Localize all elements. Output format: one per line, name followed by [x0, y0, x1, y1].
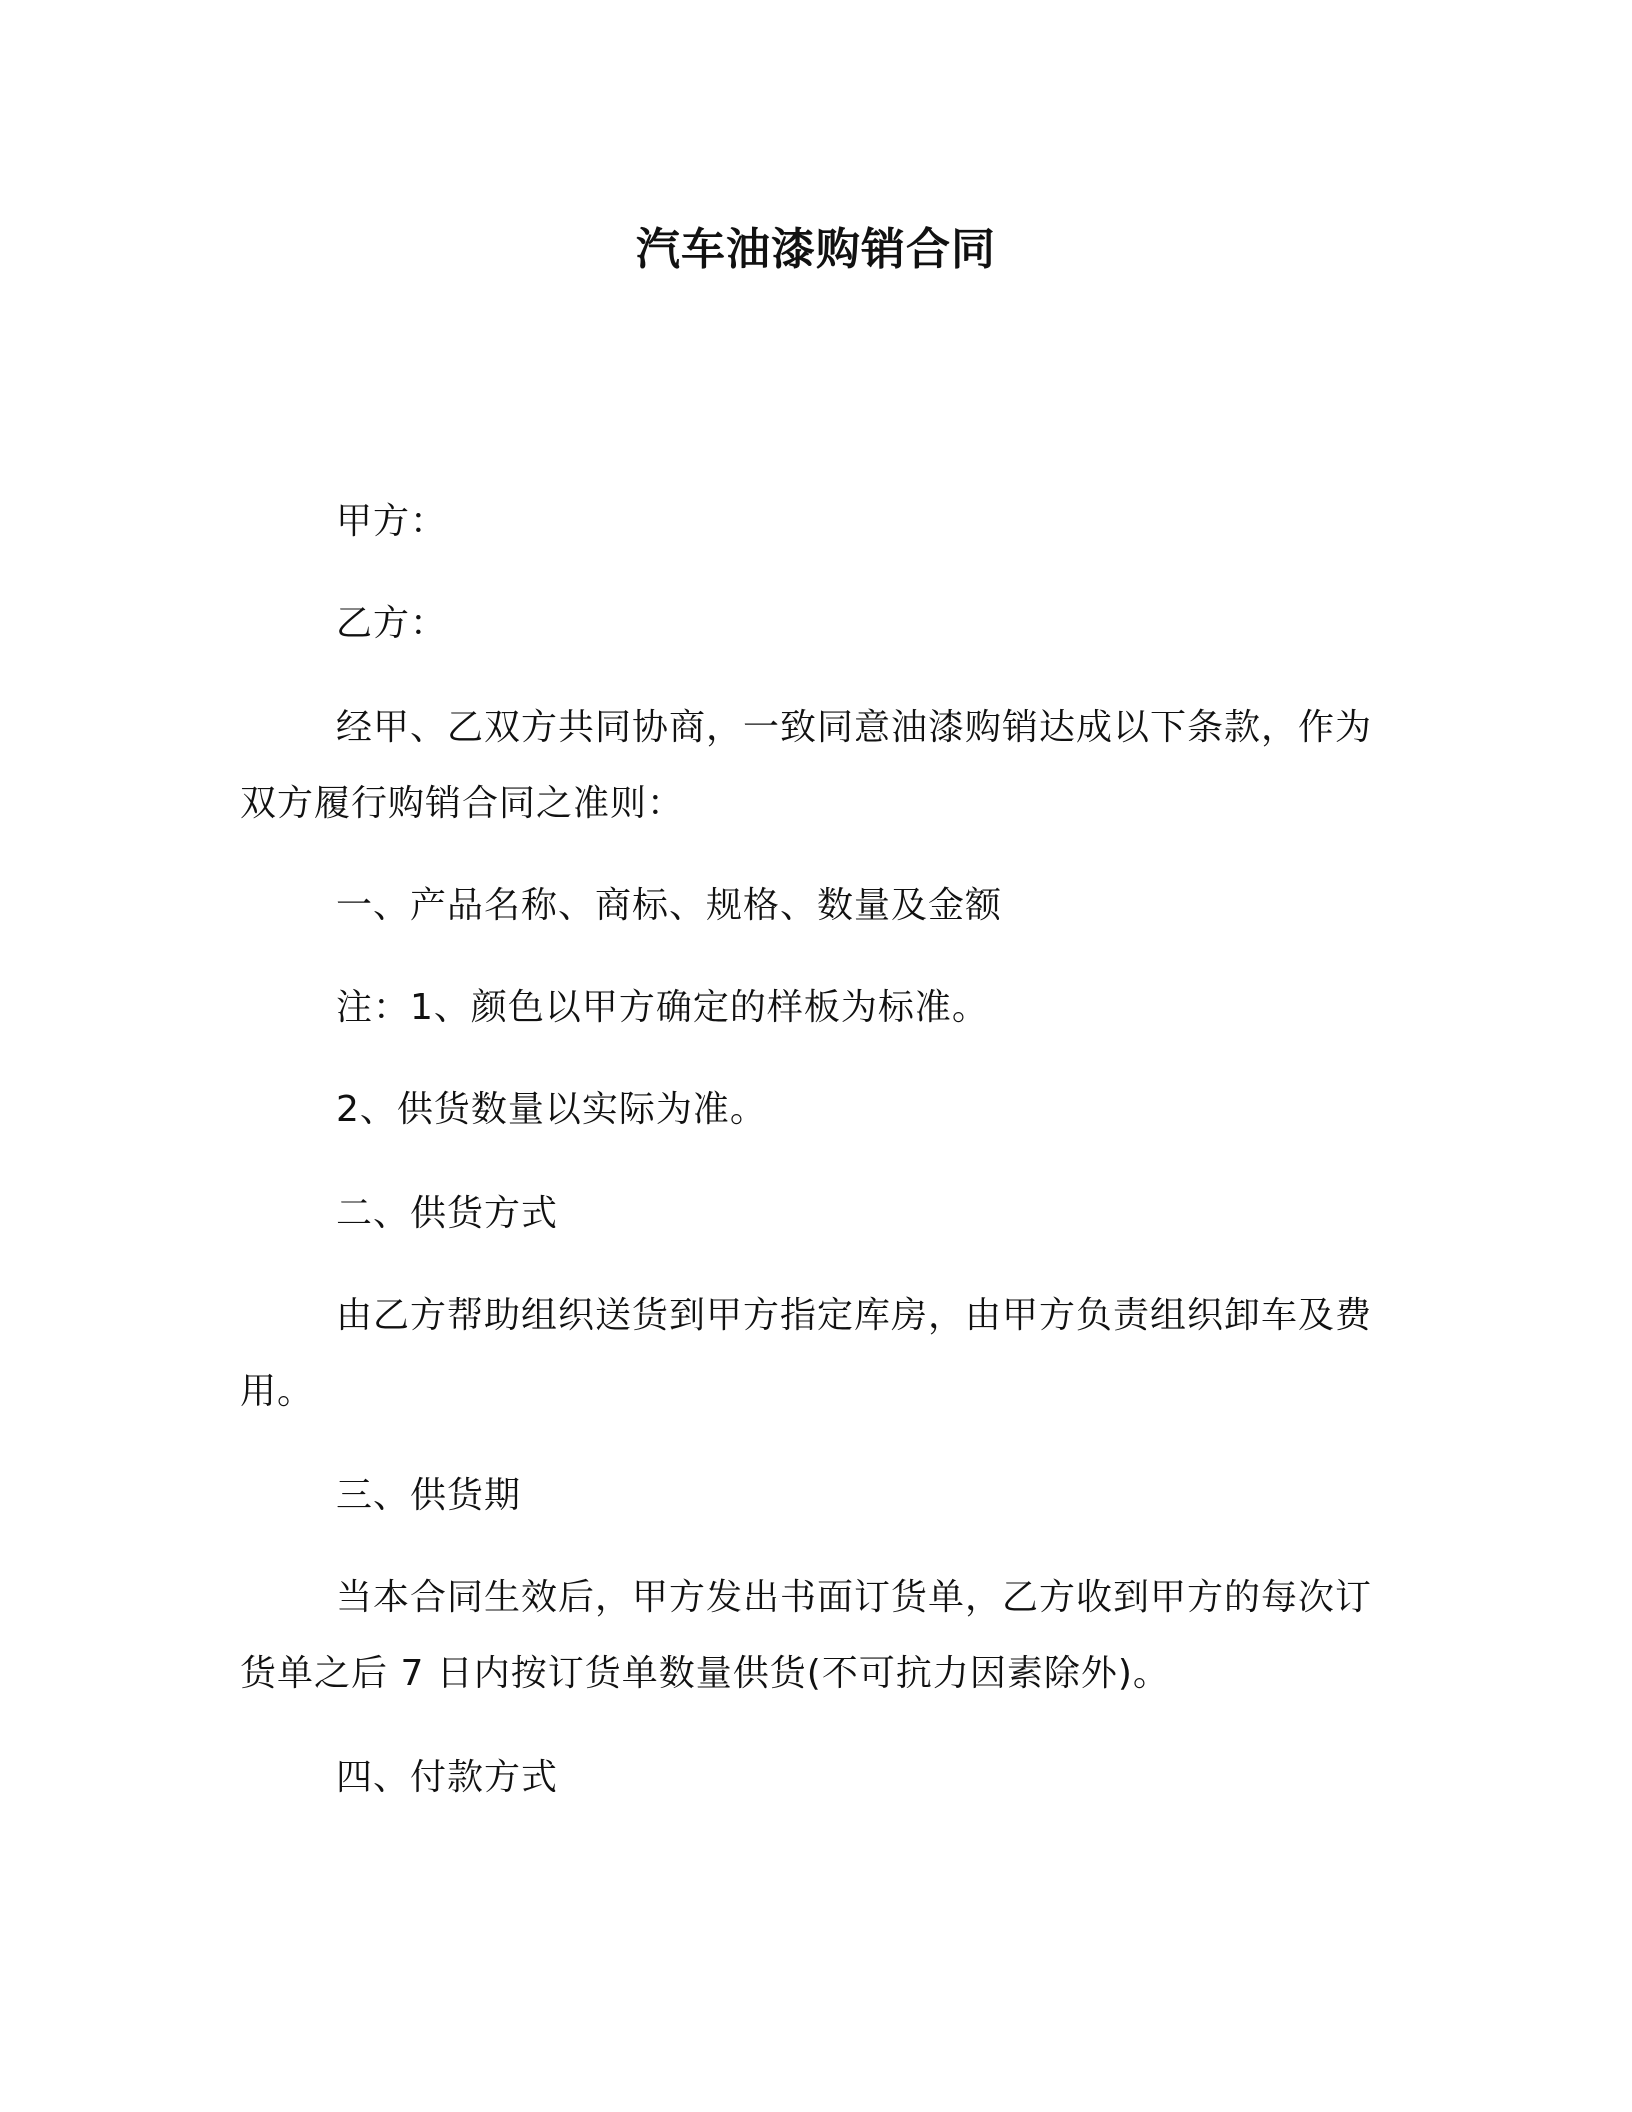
section-3-body-line-1: 当本合同生效后，甲方发出书面订货单，乙方收到甲方的每次订 — [336, 1577, 1373, 1618]
section-1-heading: 一、产品名称、商标、规格、数量及金额 — [336, 885, 1003, 926]
preamble-line-2: 双方履行购销合同之准则： — [240, 783, 685, 824]
section-3-heading: 三、供货期 — [336, 1475, 522, 1516]
note-2-line: 2、供货数量以实际为准。 — [336, 1089, 767, 1130]
section-2-body-line-2: 用。 — [240, 1371, 315, 1412]
section-2-body-line-1: 由乙方帮助组织送货到甲方指定库房，由甲方负责组织卸车及费 — [336, 1295, 1373, 1336]
note-1-line: 注：1、颜色以甲方确定的样板为标准。 — [336, 987, 989, 1028]
document-title: 汽车油漆购销合同 — [636, 224, 996, 275]
preamble-line-1: 经甲、乙双方共同协商，一致同意油漆购销达成以下条款，作为 — [336, 707, 1373, 748]
section-4-heading: 四、付款方式 — [336, 1757, 559, 1798]
party-a-line: 甲方： — [336, 501, 448, 542]
section-3-body-line-2: 货单之后 7 日内按订货单数量供货(不可抗力因素除外)。 — [240, 1653, 1170, 1694]
party-b-line: 乙方： — [336, 603, 448, 644]
section-2-heading: 二、供货方式 — [336, 1193, 559, 1234]
